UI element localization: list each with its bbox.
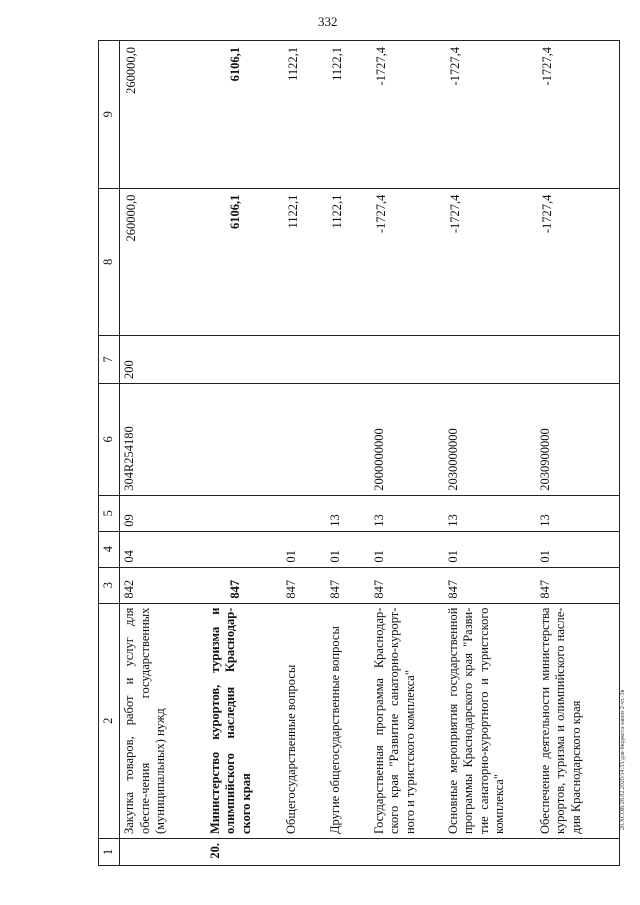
col9-amount: 1122,1 bbox=[282, 41, 326, 189]
header-col-2: 2 bbox=[99, 603, 120, 838]
row-name: Закупка товаров, работ и услуг для обеспе-чения государственных (муниципальных) нужд bbox=[120, 603, 206, 838]
row-name: Другие общегосударственные вопросы bbox=[326, 603, 370, 838]
col8-amount: -1727,4 bbox=[444, 188, 536, 336]
col5-subsection: 13 bbox=[326, 495, 370, 531]
table-row bbox=[282, 41, 326, 866]
col5-subsection: 13 bbox=[444, 495, 536, 531]
row-number bbox=[326, 839, 370, 866]
col5-subsection: 09 bbox=[120, 495, 206, 531]
col8-amount: 6106,1 bbox=[206, 188, 282, 336]
col5-subsection: 13 bbox=[370, 495, 444, 531]
col8-amount: -1727,4 bbox=[536, 188, 620, 336]
col3-code: 847 bbox=[370, 567, 444, 603]
col6-target-article bbox=[206, 383, 282, 495]
col5-subsection bbox=[282, 495, 326, 531]
col7-expense-type bbox=[370, 336, 444, 384]
col5-subsection bbox=[206, 495, 282, 531]
col6-target-article: 2030000000 bbox=[444, 383, 536, 495]
col9-amount: 6106,1 bbox=[206, 41, 282, 189]
header-col-8: 8 bbox=[99, 188, 120, 336]
col8-amount: -1727,4 bbox=[370, 188, 444, 336]
col3-code: 842 bbox=[120, 567, 206, 603]
header-col-6: 6 bbox=[99, 383, 120, 495]
row-name: Обеспечение деятельности министерства курортов, туризма и олимпийского насле-дия Краснодарского края bbox=[536, 603, 620, 838]
col7-expense-type bbox=[444, 336, 536, 384]
table-body bbox=[120, 41, 620, 866]
row-number: 20. bbox=[206, 839, 282, 866]
budget-table bbox=[98, 40, 620, 866]
header-col-3: 3 bbox=[99, 567, 120, 603]
col6-target-article bbox=[282, 383, 326, 495]
col9-amount: -1727,4 bbox=[536, 41, 620, 189]
row-number bbox=[120, 839, 206, 866]
row-number bbox=[370, 839, 444, 866]
col6-target-article: 2000000000 bbox=[370, 383, 444, 495]
col7-expense-type bbox=[326, 336, 370, 384]
row-name: Государственная программа Краснодар-ского края "Развитие санаторно-курорт-ного и туристского комплекса" bbox=[370, 603, 444, 838]
col3-code: 847 bbox=[282, 567, 326, 603]
table-row bbox=[444, 41, 536, 866]
footer-filename: 20.XCOB/28.02.2020/14:33/для-бюджета-закон-2-чт.-3в bbox=[620, 689, 626, 830]
col3-code: 847 bbox=[326, 567, 370, 603]
row-name: Основные мероприятия государственной программы Краснодарского края "Разви-тие санаторно-курортного и туристского комплекса" bbox=[444, 603, 536, 838]
col4-section: 01 bbox=[282, 531, 326, 567]
row-number bbox=[282, 839, 326, 866]
col7-expense-type bbox=[282, 336, 326, 384]
page-number: 332 bbox=[318, 14, 338, 29]
header-col-9: 9 bbox=[99, 41, 120, 189]
col9-amount: 260000,0 bbox=[120, 41, 206, 189]
table-row bbox=[326, 41, 370, 866]
col7-expense-type: 200 bbox=[120, 336, 206, 384]
col9-amount: 1122,1 bbox=[326, 41, 370, 189]
col4-section: 01 bbox=[536, 531, 620, 567]
row-name: Общегосударственные вопросы bbox=[282, 603, 326, 838]
header-col-4: 4 bbox=[99, 531, 120, 567]
row-name: Министерство курортов, туризма и олимпийского наследия Краснодар-ского края bbox=[206, 603, 282, 838]
col4-section: 04 bbox=[120, 531, 206, 567]
col6-target-article bbox=[326, 383, 370, 495]
header-col-1: 1 bbox=[99, 839, 120, 866]
table-row bbox=[120, 41, 206, 866]
col9-amount: -1727,4 bbox=[370, 41, 444, 189]
table-row bbox=[370, 41, 444, 866]
col8-amount: 1122,1 bbox=[326, 188, 370, 336]
header-col-7: 7 bbox=[99, 336, 120, 384]
col5-subsection: 13 bbox=[536, 495, 620, 531]
col9-amount: -1727,4 bbox=[444, 41, 536, 189]
col3-code: 847 bbox=[444, 567, 536, 603]
table-header-row bbox=[99, 41, 120, 866]
col4-section: 01 bbox=[370, 531, 444, 567]
col8-amount: 1122,1 bbox=[282, 188, 326, 336]
row-number bbox=[444, 839, 536, 866]
table-row bbox=[536, 41, 620, 866]
col4-section bbox=[206, 531, 282, 567]
col3-code: 847 bbox=[536, 567, 620, 603]
col7-expense-type bbox=[206, 336, 282, 384]
col3-code: 847 bbox=[206, 567, 282, 603]
table-row bbox=[206, 41, 282, 866]
rotated-table-container bbox=[98, 40, 614, 866]
col6-target-article: 304R254180 bbox=[120, 383, 206, 495]
row-number bbox=[536, 839, 620, 866]
col8-amount: 260000,0 bbox=[120, 188, 206, 336]
col4-section: 01 bbox=[326, 531, 370, 567]
col6-target-article: 2030900000 bbox=[536, 383, 620, 495]
col4-section: 01 bbox=[444, 531, 536, 567]
col7-expense-type bbox=[536, 336, 620, 384]
header-col-5: 5 bbox=[99, 495, 120, 531]
